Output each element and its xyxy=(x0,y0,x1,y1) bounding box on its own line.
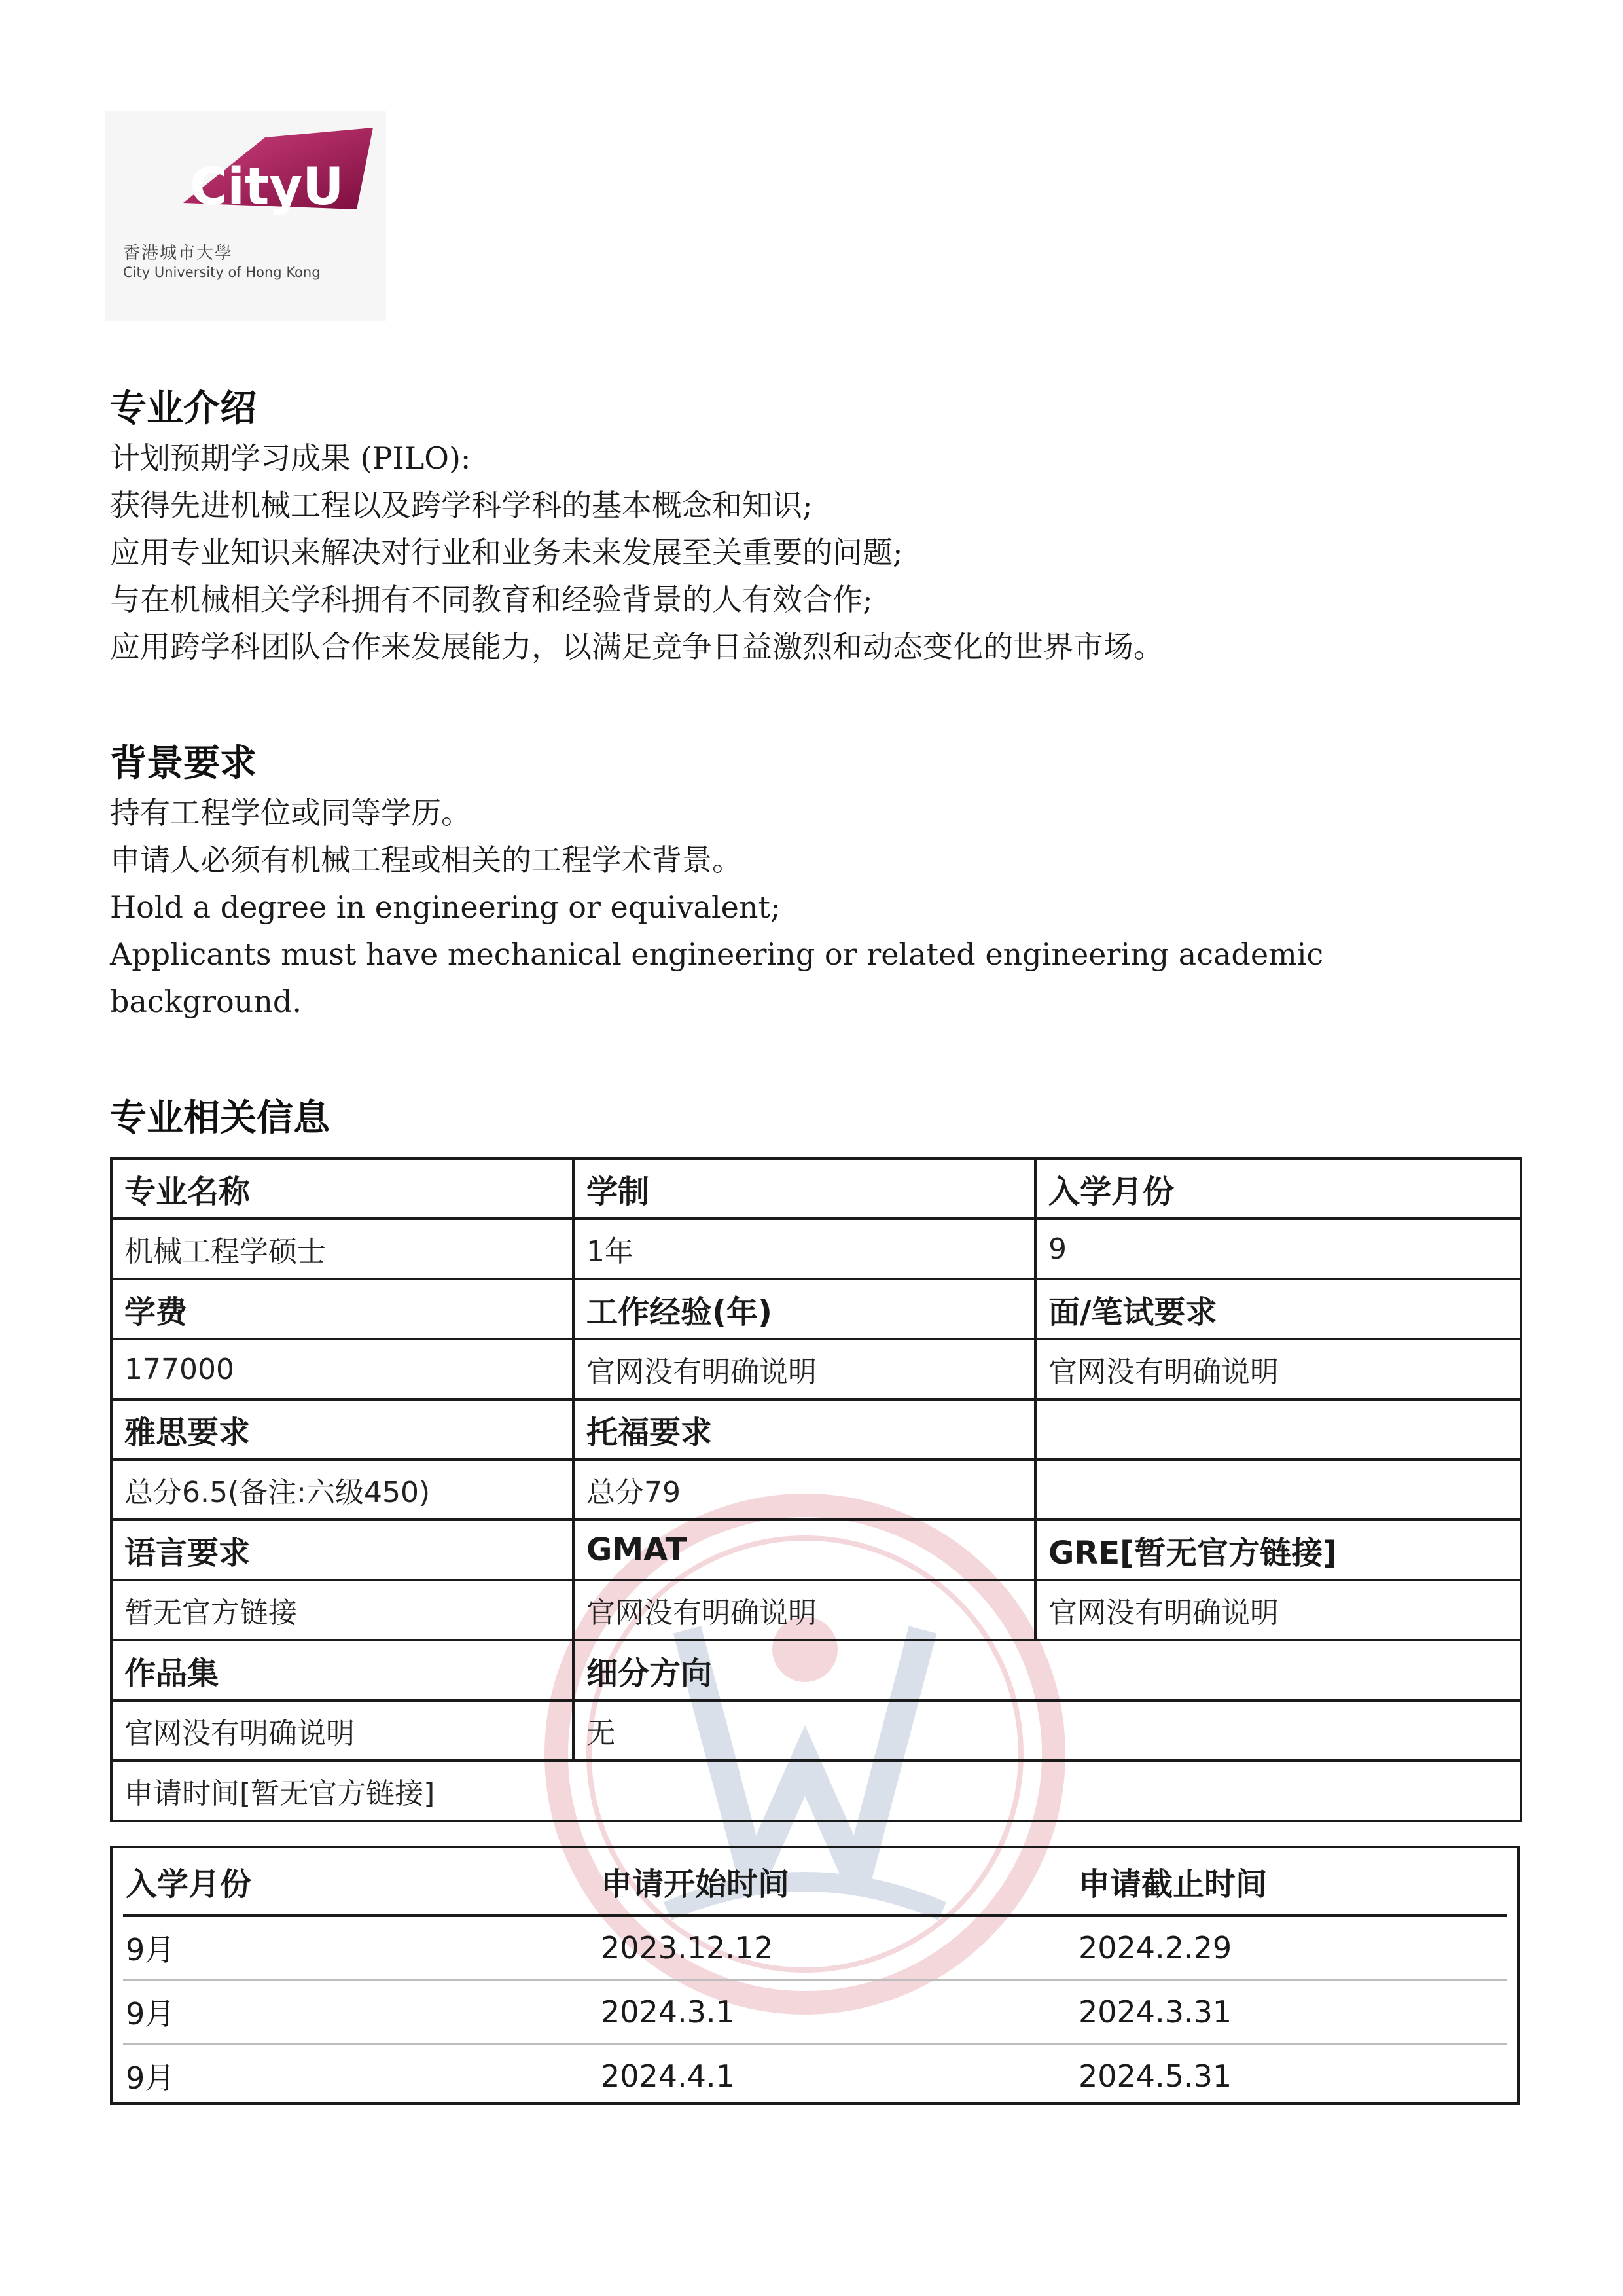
gmat-label: GMAT xyxy=(573,1520,1035,1580)
intake-month: 9月 xyxy=(126,1932,175,1967)
info-title: 专业相关信息 xyxy=(110,1097,330,1139)
table-row xyxy=(123,2045,1507,2107)
start-date: 2023.12.12 xyxy=(601,1930,774,1965)
intake-value: 9 xyxy=(1035,1219,1521,1279)
university-logo xyxy=(105,111,386,321)
start-date: 2024.3.1 xyxy=(601,1994,735,2030)
intro-line: 与在机械相关学科拥有不同教育和经验背景的人有效合作; xyxy=(110,582,873,617)
toefl-value: 总分79 xyxy=(573,1460,1035,1520)
ielts-label: 雅思要求 xyxy=(111,1399,573,1460)
table-row xyxy=(111,1580,1521,1640)
logo-brand-text: CityU xyxy=(190,158,344,217)
intake-month: 9月 xyxy=(126,2060,175,2096)
background-line: 申请人必须有机械工程或相关的工程学术背景。 xyxy=(110,842,742,878)
direction-value: 无 xyxy=(573,1700,1521,1761)
language-label: 语言要求 xyxy=(111,1520,573,1580)
intro-body xyxy=(110,435,1537,670)
table-row xyxy=(111,1460,1521,1520)
work-exp-label: 工作经验(年) xyxy=(573,1279,1035,1339)
major-name-label: 专业名称 xyxy=(111,1158,573,1219)
major-name-value: 机械工程学硕士 xyxy=(111,1219,573,1279)
deadline-date: 2024.2.29 xyxy=(1079,1930,1232,1965)
tuition-label: 学费 xyxy=(111,1279,573,1339)
portfolio-label: 作品集 xyxy=(111,1640,573,1700)
gre-label: GRE[暂无官方链接] xyxy=(1035,1520,1521,1580)
logo-name-cn: 香港城市大學 xyxy=(123,243,234,263)
table-row xyxy=(111,1339,1521,1399)
table-row xyxy=(111,1640,1521,1700)
cityu-logo-mark xyxy=(105,111,386,236)
table-row xyxy=(123,1917,1507,1981)
intro-line: 计划预期学习成果 (PILO): xyxy=(110,440,471,476)
table-header-row xyxy=(123,1848,1507,1917)
background-body xyxy=(110,789,1484,1025)
table-row xyxy=(123,1981,1507,2045)
deadline-date: 2024.3.31 xyxy=(1079,1994,1232,2030)
background-line: Applicants must have mechanical engineering or related engineering academic background. xyxy=(110,937,1324,1019)
intro-line: 应用跨学科团队合作来发展能力，以满足竞争日益激烈和动态变化的世界市场。 xyxy=(110,629,1164,664)
table-row xyxy=(111,1279,1521,1339)
direction-label: 细分方向 xyxy=(573,1640,1521,1700)
table-row xyxy=(111,1700,1521,1761)
program-info-table xyxy=(110,1157,1522,1822)
duration-label: 学制 xyxy=(573,1158,1035,1219)
start-date: 2024.4.1 xyxy=(601,2058,735,2094)
application-time-table xyxy=(110,1846,1520,2105)
gmat-value: 官网没有明确说明 xyxy=(573,1580,1035,1640)
background-title: 背景要求 xyxy=(110,742,257,785)
intro-line: 应用专业知识来解决对行业和业务未来发展至关重要的问题; xyxy=(110,535,903,570)
background-line: Hold a degree in engineering or equivalent; xyxy=(110,889,781,925)
work-exp-value: 官网没有明确说明 xyxy=(573,1339,1035,1399)
empty-cell xyxy=(1035,1399,1521,1460)
intro-title: 专业介绍 xyxy=(110,387,257,430)
duration-value: 1年 xyxy=(573,1219,1035,1279)
gre-value: 官网没有明确说明 xyxy=(1035,1580,1521,1640)
toefl-label: 托福要求 xyxy=(573,1399,1035,1460)
deadline-date: 2024.5.31 xyxy=(1079,2058,1232,2094)
background-line: 持有工程学位或同等学历。 xyxy=(110,795,471,831)
intake-label: 入学月份 xyxy=(1035,1158,1521,1219)
ielts-value: 总分6.5(备注:六级450) xyxy=(111,1460,573,1520)
table-row xyxy=(111,1520,1521,1580)
column-header-start: 申请开始时间 xyxy=(601,1865,790,1903)
tuition-value: 177000 xyxy=(111,1339,573,1399)
intake-month: 9月 xyxy=(126,1996,175,2032)
table-row xyxy=(111,1158,1521,1219)
intro-line: 获得先进机械工程以及跨学科学科的基本概念和知识; xyxy=(110,488,813,523)
table-row xyxy=(111,1399,1521,1460)
language-value: 暂无官方链接 xyxy=(111,1580,573,1640)
interview-label: 面/笔试要求 xyxy=(1035,1279,1521,1339)
app-time-label: 申请时间[暂无官方链接] xyxy=(111,1761,1521,1821)
logo-name-en: City University of Hong Kong xyxy=(123,264,321,280)
empty-cell xyxy=(1035,1460,1521,1520)
table-row xyxy=(111,1219,1521,1279)
column-header-intake: 入学月份 xyxy=(126,1865,252,1903)
portfolio-value: 官网没有明确说明 xyxy=(111,1700,573,1761)
interview-value: 官网没有明确说明 xyxy=(1035,1339,1521,1399)
column-header-deadline: 申请截止时间 xyxy=(1079,1865,1268,1903)
table-row xyxy=(111,1761,1521,1821)
